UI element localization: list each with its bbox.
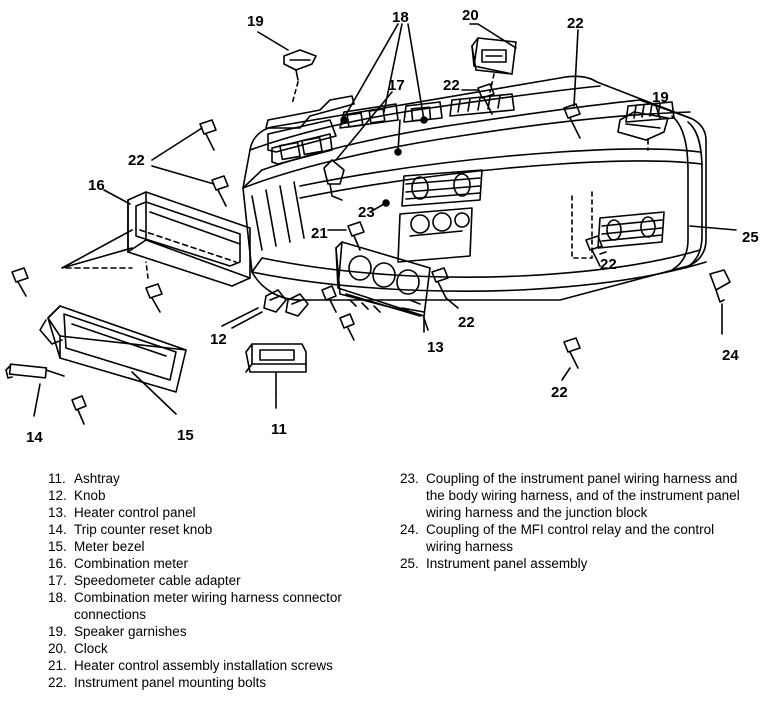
- leader-18-dot-c: [421, 117, 427, 123]
- heater-opening-dial-b: [433, 213, 451, 231]
- leader-14: [34, 384, 40, 416]
- left-speaker-garnish-drop: [292, 82, 298, 104]
- callout-22-bottom: 22: [551, 384, 568, 401]
- legend-number: 21.: [48, 658, 67, 673]
- legend-label: Coupling of the instrument panel wiring harness and the body wiring harness, and of the instrument panel wiring harness and the junction block: [426, 471, 740, 520]
- legend-number: 23.: [400, 471, 419, 486]
- callout-18: 18: [392, 9, 409, 26]
- center-vent-knob-left: [412, 177, 428, 199]
- callout-22-right: 22: [600, 256, 617, 273]
- meter-leader-bracket: [62, 230, 132, 268]
- callout-22-top-center: 22: [443, 77, 460, 94]
- legend-number: 20.: [48, 641, 67, 656]
- callout-22-left: 22: [128, 152, 145, 169]
- legend-item: [48, 470, 388, 487]
- legend-number: 11.: [48, 471, 66, 486]
- legend-item: [400, 521, 750, 555]
- legend-number: 13.: [48, 505, 67, 520]
- trip-reset-knob-shaft: [10, 364, 47, 378]
- callout-16: 16: [88, 177, 105, 194]
- legend-label: Coupling of the MFI control relay and the control wiring harness: [426, 522, 715, 554]
- meter-bezel-face: [64, 314, 176, 380]
- legend-label: Ashtray: [74, 471, 120, 486]
- leader-19-left: [258, 32, 288, 50]
- leader-16: [104, 190, 130, 204]
- legend-label: Combination meter: [74, 556, 189, 571]
- leader-25: [690, 226, 736, 230]
- bolt-shaft-extra-b: [152, 298, 160, 312]
- callout-14: 14: [26, 429, 43, 446]
- legend-label: Trip counter reset knob: [74, 522, 213, 537]
- right-vent-knob-left: [607, 220, 621, 240]
- screw-shaft-21: [354, 236, 360, 250]
- legend-number: 25.: [400, 556, 419, 571]
- legend-item: [48, 521, 388, 538]
- right-vent-louvers: [602, 220, 662, 241]
- legend-label: Instrument panel assembly: [426, 556, 588, 571]
- combination-meter-corner: [128, 240, 146, 252]
- legend: [0, 470, 770, 704]
- screw-head-21: [348, 222, 364, 236]
- legend-number: 16.: [48, 556, 67, 571]
- callout-23: 23: [358, 204, 375, 221]
- heater-control-lower-line: [346, 294, 420, 316]
- legend-item: [48, 487, 388, 504]
- leader-22-g: [562, 368, 570, 380]
- heater-opening-dial-a: [411, 215, 429, 233]
- callout-15: 15: [177, 427, 194, 444]
- bolt-shaft-22-e: [592, 250, 600, 266]
- heater-opening-dial-c: [455, 213, 469, 227]
- callout-20: 20: [462, 7, 479, 24]
- screw-shaft-21c: [348, 328, 354, 340]
- mfi-relay-coupling: [710, 270, 730, 290]
- bolt-head-extra-b: [146, 284, 162, 298]
- screw-shaft-14: [78, 410, 84, 424]
- trip-reset-knob-leader: [46, 370, 64, 376]
- legend-left-column: [48, 470, 388, 691]
- leader-18-stem: [398, 120, 400, 152]
- callout-12: 12: [210, 331, 227, 348]
- ashtray-body: [246, 344, 306, 372]
- leader-22-left-pair: [152, 128, 214, 184]
- callout-19-left: 19: [247, 13, 264, 30]
- center-vent-knob-right: [454, 174, 470, 196]
- callout-19-right: 19: [652, 89, 669, 106]
- panel-mid-line-2: [300, 161, 702, 198]
- left-panel-hatching: [252, 182, 304, 250]
- legend-item: [400, 555, 750, 572]
- bolt-shaft-22-d: [218, 190, 226, 206]
- legend-label: Knob: [74, 488, 106, 503]
- bolt-shaft-22-g: [570, 352, 578, 368]
- legend-label: Clock: [74, 641, 108, 656]
- legend-label: Speaker garnishes: [74, 624, 187, 639]
- legend-label: Heater control panel: [74, 505, 196, 520]
- legend-number: 24.: [400, 522, 419, 537]
- legend-number: 17.: [48, 573, 67, 588]
- right-speaker-garnish-line: [626, 124, 660, 128]
- speedometer-cable: [330, 184, 342, 200]
- panel-right-endcap-2: [672, 116, 688, 270]
- bolt-head-22-f: [432, 268, 448, 282]
- knob-b: [286, 294, 308, 316]
- legend-item: [48, 623, 388, 640]
- callout-22-top-right: 22: [567, 15, 584, 32]
- legend-number: 19.: [48, 624, 67, 639]
- screw-shaft-21b: [330, 300, 336, 312]
- bolt-head-22-g: [564, 338, 580, 352]
- combination-meter-detail-1: [150, 212, 240, 244]
- callout-21: 21: [311, 225, 328, 242]
- ashtray-face-slot: [260, 350, 294, 360]
- knob-a-detail: [270, 296, 280, 300]
- legend-number: 18.: [48, 590, 67, 605]
- callout-13: 13: [427, 339, 444, 356]
- left-speaker-garnish-peg: [296, 70, 298, 80]
- heater-control-levers: [350, 300, 380, 312]
- legend-label: Heater control assembly installation screws: [74, 658, 333, 673]
- legend-label: Instrument panel mounting bolts: [74, 675, 267, 690]
- leader-15: [132, 372, 176, 414]
- legend-label: Meter bezel: [74, 539, 145, 554]
- legend-item: [400, 470, 750, 521]
- legend-number: 14.: [48, 522, 67, 537]
- knob-a: [264, 290, 286, 312]
- legend-item: [48, 657, 388, 674]
- leader-22-a: [574, 30, 578, 106]
- legend-item: [48, 640, 388, 657]
- legend-label: Speedometer cable adapter: [74, 573, 241, 588]
- legend-item: [48, 538, 388, 555]
- leader-23-dot: [383, 200, 389, 206]
- ashtray-edges: [246, 344, 306, 372]
- legend-item: [48, 674, 388, 691]
- legend-number: 22.: [48, 675, 67, 690]
- speedometer-cable-adapter: [324, 160, 344, 184]
- bolt-shaft-22-c: [206, 134, 214, 150]
- callout-11: 11: [271, 421, 287, 438]
- callout-24: 24: [722, 347, 739, 364]
- legend-item: [48, 589, 388, 623]
- screw-head-14: [72, 396, 86, 410]
- legend-item: [48, 572, 388, 589]
- leader-22-e: [600, 252, 606, 254]
- callout-22-center-lower: 22: [458, 314, 475, 331]
- callout-17: 17: [388, 77, 405, 94]
- screw-head-21c: [340, 314, 354, 328]
- heater-dial-1: [349, 256, 371, 280]
- legend-item: [48, 555, 388, 572]
- bolt-head-extra-a: [12, 268, 28, 282]
- bolt-shaft-22-f: [438, 282, 446, 298]
- cluster-slot-a: [280, 143, 300, 160]
- mfi-relay-lead: [716, 290, 724, 302]
- panel-lower-edge-2: [262, 250, 700, 277]
- combination-meter-detail-2: [140, 230, 236, 262]
- bolt-head-22-c: [200, 120, 216, 134]
- legend-label: Combination meter wiring harness connector connections: [74, 590, 342, 622]
- knob-leader: [232, 312, 262, 328]
- leader-18-dot-a: [341, 117, 347, 123]
- screw-head-21b: [322, 286, 336, 300]
- callout-25: 25: [742, 229, 759, 246]
- bolt-head-22-d: [212, 176, 228, 190]
- bolt-extra-b-dash: [146, 262, 148, 278]
- legend-number: 12.: [48, 488, 67, 503]
- meter-bezel-line: [72, 324, 166, 356]
- right-vent-knob-right: [641, 217, 655, 237]
- legend-item: [48, 504, 388, 521]
- bolt-shaft-extra-a: [18, 282, 26, 296]
- legend-number: 15.: [48, 539, 67, 554]
- bolt-head-22-a: [564, 104, 580, 118]
- legend-right-column: [400, 470, 750, 572]
